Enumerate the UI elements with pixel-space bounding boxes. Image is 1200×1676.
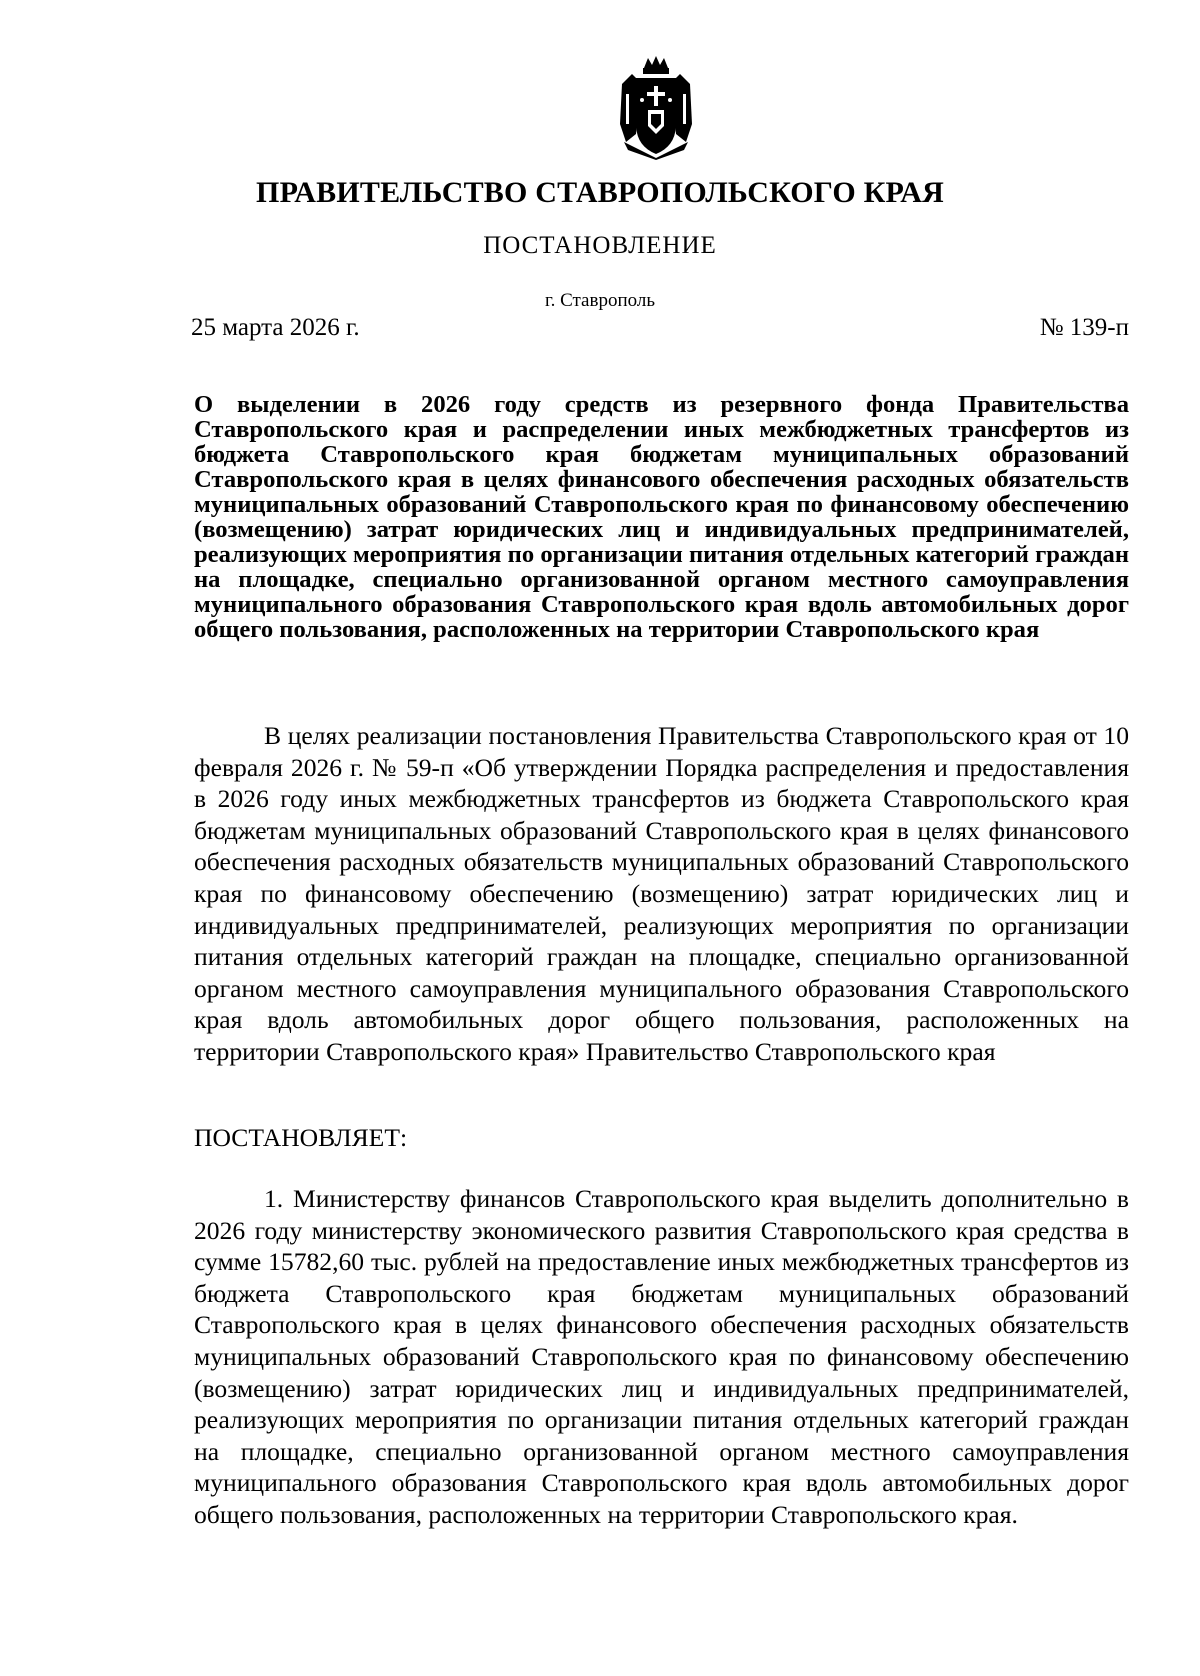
document-date: 25 марта 2026 г. [191,314,360,341]
document-subject: О выделении в 2026 году средств из резервного фонда Правительства Ставропольского края и распределении иных межбюджетных трансфертов из бюджета Ставропольского края бюджетам муниципальных образований Ставропольского края в целях финансового обеспечения расходных обязательств муниципальных образований Ставропольского края по финансовому обеспечению (возмещению) затрат юридических лиц и индивидуальных предпринимателей, реализующих мероприятия по организации питания отдельных категорий граждан на площадке, специально организованной органом местного самоуправления муниципального образования Ставропольского края вдоль автомобильных дорог общего пользования, расположенных на территории Ставропольского края [194,391,1129,643]
decree-item-1: 1. Министерству финансов Ставропольского края выделить дополнительно в 2026 году министерству экономического развития Ставропольского края средства в сумме 15782,60 тыс. рублей на предоставление иных межбюджетных трансфертов из бюджета Ставропольского края бюджетам муниципальных образований Ставропольского края в целях финансового обеспечения расходных обязательств муниципальных образований Ставропольского края по финансовому обеспечению (возмещению) затрат юридических лиц и индивидуальных предпринимателей, реализующих мероприятия по организации питания отдельных категорий граждан на площадке, специально организованной органом местного самоуправления муниципального образования Ставропольского края вдоль автомобильных дорог общего пользования, расположенных на территории Ставропольского края. [194,1184,1129,1529]
city: г. Ставрополь [544,290,656,311]
decree-word: ПОСТАНОВЛЯЕТ: [194,1123,408,1152]
stavropol-coat-of-arms-icon [614,54,698,160]
government-title: ПРАВИТЕЛЬСТВО СТАВРОПОЛЬСКОГО КРАЯ [256,176,944,209]
preamble-paragraph: В целях реализации постановления Правительства Ставропольского края от 10 февраля 2026 г. № 59-п «Об утверждении Порядка распределения и предоставления в 2026 году иных межбюджетных трансфертов из бюджета Ставропольского края бюджетам муниципальных образований Ставропольского края в целях финансового обеспечения расходных обязательств муниципальных образований Ставропольского края по финансовому обеспечению (возмещению) затрат юридических лиц и индивидуальных предпринимателей, реализующих мероприятия по организации питания отдельных категорий граждан на площадке, специально организованной органом местного самоуправления муниципального образования Ставропольского края вдоль автомобильных дорог общего пользования, расположенных на территории Ставропольского края» Правительство Ставропольского края [194,721,1129,1066]
document-number: № 139-п [1039,314,1129,341]
document-type: ПОСТАНОВЛЕНИЕ [483,232,717,259]
